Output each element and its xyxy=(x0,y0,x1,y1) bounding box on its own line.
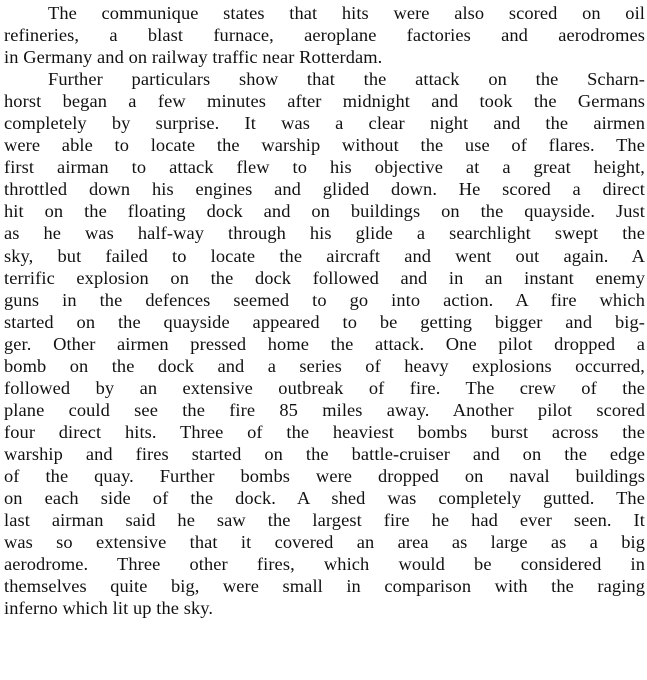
text-line: hit on the floating dock and on buildings on the quayside. Just xyxy=(4,201,645,222)
text-line: on each side of the dock. A shed was completely gutted. The xyxy=(4,488,645,509)
text-line: four direct hits. Three of the heaviest bombs burst across the xyxy=(4,421,645,442)
text-line: refineries, a blast furnace, aeroplane factories and aerodromes xyxy=(4,25,645,46)
text-line: started on the quayside appeared to be getting bigger and big- xyxy=(4,311,645,332)
paragraph-further-particulars xyxy=(4,68,645,619)
text-line: horst began a few minutes after midnight and took the Germans xyxy=(4,91,645,112)
text-line: first airman to attack flew to his objective at a great height, xyxy=(4,157,645,178)
text-line: sky, but failed to locate the aircraft and went out again. A xyxy=(4,245,645,266)
text-line: were able to locate the warship without the use of flares. The xyxy=(4,135,645,156)
text-line: in Germany and on railway traffic near Rotterdam. xyxy=(4,47,383,68)
text-line: of the quay. Further bombs were dropped on naval buildings xyxy=(4,465,645,486)
text-line: Further particulars show that the attack on the Scharn- xyxy=(48,69,645,90)
text-line: aerodrome. Three other fires, which would be considered in xyxy=(4,554,645,575)
text-line: plane could see the fire 85 miles away. Another pilot scored xyxy=(4,399,645,420)
text-line: terrific explosion on the dock followed and in an instant enemy xyxy=(4,267,645,288)
text-line: The communique states that hits were also scored on oil xyxy=(48,3,645,23)
text-line: ger. Other airmen pressed home the attack. One pilot dropped a xyxy=(4,333,645,354)
text-line: themselves quite big, were small in comparison with the raging xyxy=(4,576,645,597)
text-line: warship and fires started on the battle-cruiser and on the edge xyxy=(4,443,645,464)
paragraph-communique xyxy=(4,2,645,68)
text-line: as he was half-way through his glide a searchlight swept the xyxy=(4,223,645,244)
text-line: throttled down his engines and glided down. He scored a direct xyxy=(4,179,645,200)
text-line: was so extensive that it covered an area as large as a big xyxy=(4,532,645,553)
text-line: inferno which lit up the sky. xyxy=(4,598,214,619)
text-line: last airman said he saw the largest fire he had ever seen. It xyxy=(4,510,645,531)
text-line: bomb on the dock and a series of heavy explosions occurred, xyxy=(4,355,645,376)
text-line: completely by surprise. It was a clear night and the airmen xyxy=(4,113,645,134)
text-line: guns in the defences seemed to go into action. A fire which xyxy=(4,289,645,310)
text-line: followed by an extensive outbreak of fire. The crew of the xyxy=(4,377,645,398)
